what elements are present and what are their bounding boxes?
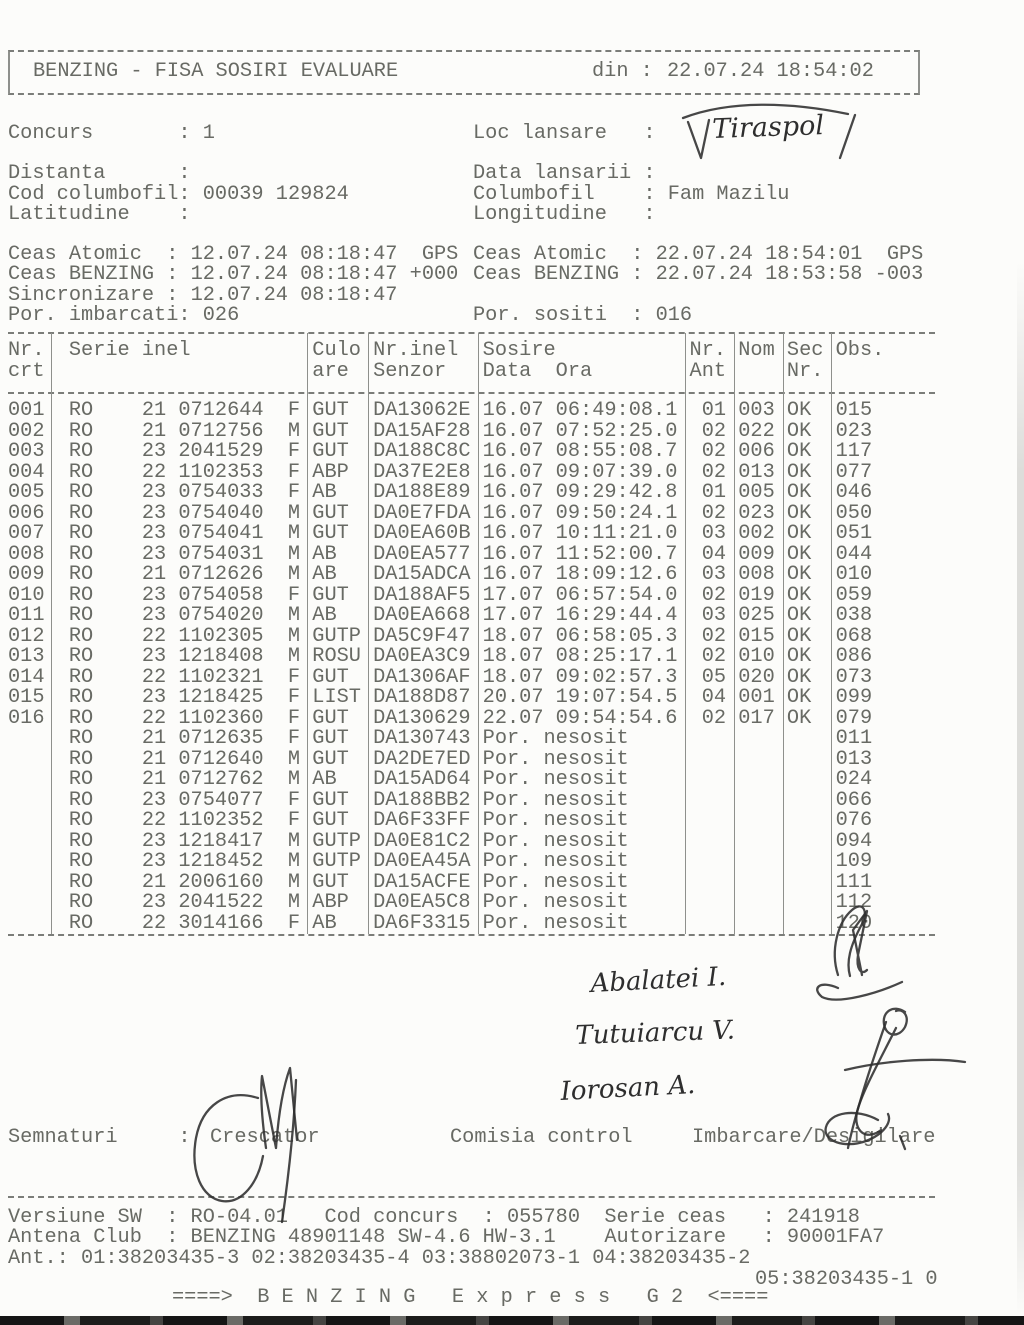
clock-value: 026 [202,304,240,327]
table-row: 001 RO 21 0712644 F GUT DA13062E 16.07 06:49:08.1 01 003 OK 015 [8,399,933,422]
table-row: 009 RO 21 0712626 M AB DA15ADCA 16.07 18:09:12.6 03 008 OK 010 [8,563,933,586]
info-label: Latitudine : [8,203,191,226]
table-row: 014 RO 22 1102321 F GUT DA1306AF 18.07 09:02:57.3 05 020 OK 073 [8,665,933,689]
info-label: Cod columbofil: [8,183,191,206]
footer-antena-line: Antena Club : BENZING 48901148 SW-4.6 HW-3.1 Autorizare : 90001FA7 [8,1226,885,1249]
clock-label: Ceas Atomic : [473,243,644,266]
info-line-data-lansarii [473,164,668,185]
clock-value: 12.07.24 08:18:47 +000 [190,263,459,286]
info-label: Columbofil : [473,183,656,206]
clock-label: Sincronizare : [8,284,179,307]
signature-imbarcare-bottom [845,1060,965,1070]
clock-label: Ceas BENZING : [8,263,179,286]
table-row: 016 RO 22 1102360 F GUT DA130629 22.07 09:54:54.6 02 017 OK 079 [8,706,933,730]
table-row: 002 RO 21 0712756 M GUT DA15AF28 16.07 07:52:25.0 02 022 OK 023 [8,419,933,443]
info-label: Longitudine : [473,203,656,226]
handwriting-stroke-tiraspol-v [688,120,709,158]
scan-right-shadow [1017,260,1024,1316]
table-row: 007 RO 23 0754041 M GUT DA0EA60B 16.07 10:11:21.0 03 002 OK 051 [8,522,933,545]
info-line-longitudine [473,205,668,226]
print-date-value: 22.07.24 18:54:02 [667,60,874,83]
clock-value: 22.07.24 18:53:58 -003 [655,263,924,286]
info-value [656,162,668,185]
footer-antenna-ids-line: Ant.: 01:38203435-3 02:38203435-4 03:38802073-1 04:38203435-2 [8,1247,751,1270]
signature-imbarcare-bottom [856,1009,906,1135]
table-row: RO 22 3014166 F AB DA6F3315 Por. nesosit 120 [8,911,933,935]
imbarcare-desigilare-label: Imbarcare/Desigilare [692,1126,936,1149]
table-row: 012 RO 22 1102305 M GUTP DA5C9F47 18.07 06:58:05.3 02 015 OK 068 [8,624,933,648]
clock-line-imbarcati [8,306,239,327]
semnaturi-label: Semnaturi : [8,1126,191,1149]
table-row: RO 23 2041522 M ABP DA0EA5C8 Por. nesosit 112 [8,891,933,914]
table-row: RO 21 0712640 M GUT DA2DE7ED Por. nesosit 013 [8,747,933,771]
table-row: 013 RO 23 1218408 M ROSU DA0EA3C9 18.07 08:25:17.1 02 010 OK 086 [8,645,933,668]
comisia-control-label: Comisia control [450,1126,633,1149]
clock-line-sositi [473,306,692,327]
signature-imbarcare-top [817,982,902,1000]
handwriting-control-name-1: Abalatei I. [589,961,727,999]
handwriting-loc-lansare: Tiraspol [711,110,825,145]
scan-edge-strip [0,1316,1024,1325]
table-row: 006 RO 23 0754040 M GUT DA0E7FDA 16.07 09:50:24.1 02 023 OK 050 [8,501,933,525]
handwriting-control-name-3: Iorosan A. [559,1069,697,1107]
print-date-label: din : [592,60,653,83]
table-row: 010 RO 23 0754058 F GUT DA188AF5 17.07 06:57:54.0 02 019 OK 059 [8,583,933,607]
table-row: RO 21 0712635 F GUT DA130743 Por. nesosit 011 [8,727,933,750]
clock-label: Por. sositi : [473,304,644,327]
clock-label: Ceas Atomic : [8,243,179,266]
table-row: 015 RO 23 1218425 F LIST DA188D87 20.07 19:07:54.5 04 001 OK 099 [8,686,933,709]
info-value [191,203,203,226]
clock-label: Por. imbarcati: [8,304,191,327]
info-label: Concurs : [8,122,191,145]
footer-benzing-express-line: ====> B E N Z I N G E x p r e s s G 2 <==== [172,1286,769,1309]
table-row: 004 RO 22 1102353 F ABP DA37E2E8 16.07 09:07:39.0 02 013 OK 077 [8,460,933,484]
handwriting-stroke-tiraspol-l [840,115,855,158]
info-line-concurs [8,124,215,145]
table-header-row: Nr. Serie inel Culo Nr.inel Sosire Nr. Nom Sec Obs. [8,339,933,362]
table-body [8,401,933,934]
table-row: 011 RO 23 0754020 M AB DA0EA668 17.07 16:29:44.4 03 025 OK 038 [8,604,933,627]
info-value [656,203,668,226]
table-row: 003 RO 23 2041529 F GUT DA188C8C 16.07 08:55:08.7 02 006 OK 117 [8,440,933,463]
table-header [8,341,933,382]
table-row: RO 23 1218452 M GUTP DA0EA45A Por. nesosit 109 [8,850,933,873]
clock-value: 016 [655,304,693,327]
table-separator-top [8,332,935,334]
footer-versiune-line: Versiune SW : RO-04.01 Cod concurs : 055780 Serie ceas : 241918 [8,1206,860,1229]
info-value: 00039 129824 [202,183,349,206]
clock-line-benzing-right [473,265,923,286]
signature-crescator [282,1080,296,1222]
footer-separator [8,1196,935,1198]
table-row: RO 21 2006160 M GUT DA15ACFE Por. nesosit 111 [8,870,933,894]
table-separator-header [8,392,935,394]
table-row: RO 23 1218417 M GUTP DA0E81C2 Por. nesosit 094 [8,829,933,853]
table-row: RO 21 0712762 M AB DA15AD64 Por. nesosit 024 [8,768,933,791]
footer-antenna-id5: 05:38203435-1 0 [755,1268,938,1291]
info-value [191,162,203,185]
handwriting-control-name-2: Tutuiarcu V. [574,1015,736,1051]
table-row: 005 RO 23 0754033 F AB DA188E89 16.07 09:29:42.8 01 005 OK 046 [8,481,933,504]
info-value [656,122,668,145]
table-row: RO 22 1102352 F GUT DA6F33FF Por. nesosit 076 [8,809,933,832]
info-line-latitudine [8,205,203,226]
table-row: 008 RO 23 0754031 M AB DA0EA577 16.07 11:52:00.7 04 009 OK 044 [8,542,933,566]
info-line-distanta [8,164,203,185]
info-label: Data lansarii : [473,162,656,185]
crescator-label: Crescator [210,1126,320,1149]
clock-line-benzing-left [8,265,458,286]
info-label: Loc lansare : [473,122,656,145]
clock-value: 22.07.24 18:54:01 GPS [655,243,924,266]
clock-value: 12.07.24 08:18:47 [190,284,398,307]
table-row: RO 23 0754077 F GUT DA188BB2 Por. nesosit 066 [8,788,933,812]
info-value: 1 [202,122,215,145]
info-line-loc-lansare [473,124,668,145]
clock-value: 12.07.24 08:18:47 GPS [190,243,459,266]
info-label: Distanta : [8,162,191,185]
info-value: Fam Mazilu [667,183,790,206]
page-title: BENZING - FISA SOSIRI EVALUARE [33,60,399,83]
table-header-row: crt are Senzor Data Ora Ant Nr. [8,359,933,383]
clock-label: Ceas BENZING : [473,263,644,286]
